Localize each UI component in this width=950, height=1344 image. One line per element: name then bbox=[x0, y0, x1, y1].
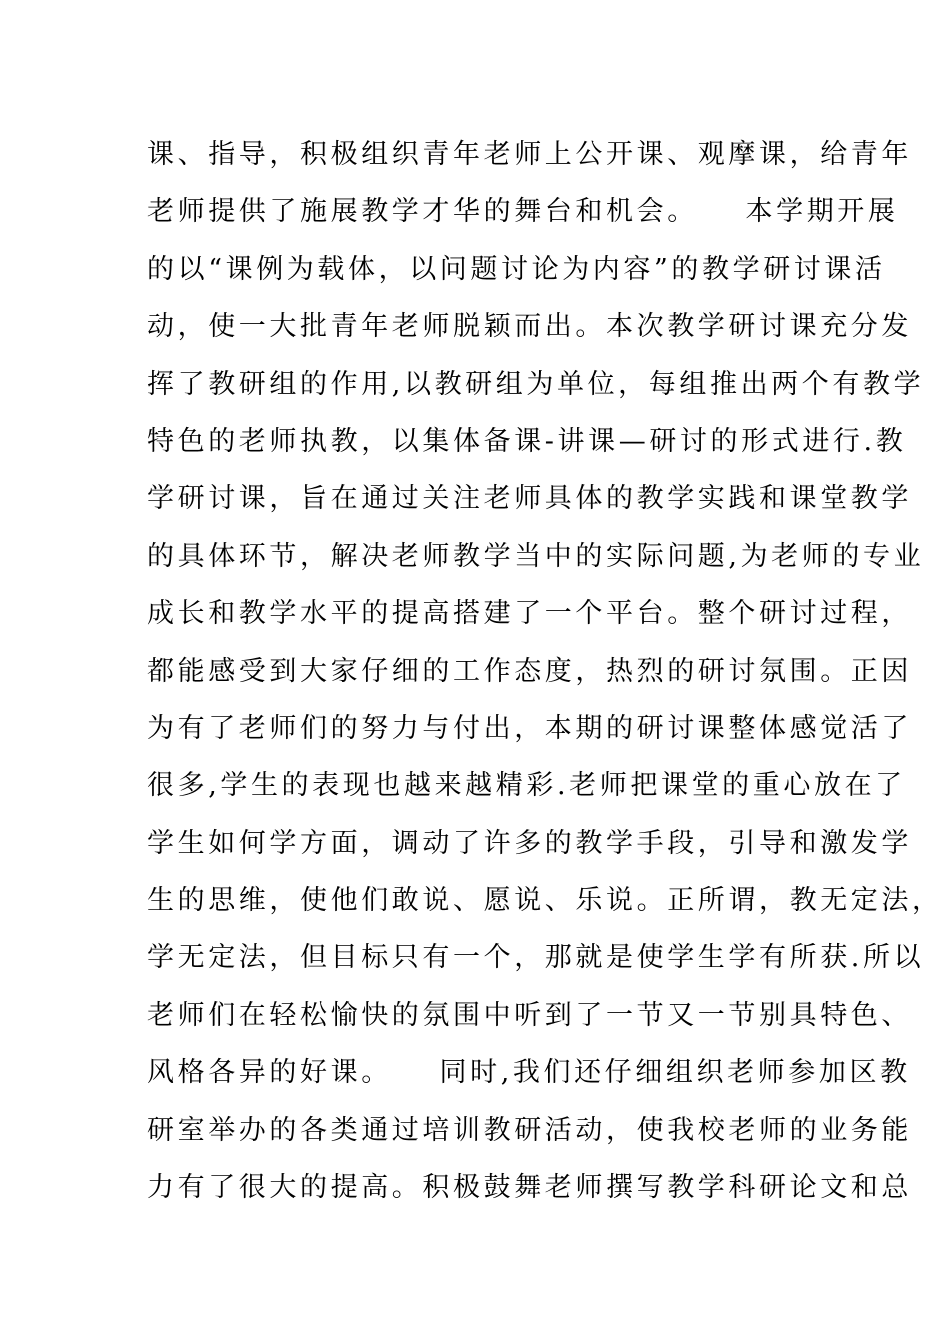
text-line: 学研讨课，旨在通过关注老师具体的教学实践和课堂教学 bbox=[147, 483, 912, 515]
text-line: 力有了很大的提高。积极鼓舞老师撰写教学科研论文和总 bbox=[147, 1172, 912, 1204]
text-line: 老师提供了施展教学才华的舞台和机会。 本学期开展 bbox=[147, 196, 899, 228]
text-line: 都能感受到大家仔细的工作态度，热烈的研讨氛围。正因 bbox=[147, 655, 912, 687]
text-line: 学无定法，但目标只有一个，那就是使学生学有所获.所以 bbox=[147, 942, 925, 974]
text-line: 的具体环节，解决老师教学当中的实际问题,为老师的专业 bbox=[147, 540, 925, 572]
text-line: 特色的老师执教，以集体备课-讲课—研讨的形式进行.教 bbox=[147, 425, 907, 457]
text-line: 老师们在轻松愉快的氛围中听到了一节又一节别具特色、 bbox=[147, 999, 912, 1031]
text-line: 研室举办的各类通过培训教研活动，使我校老师的业务能 bbox=[147, 1114, 912, 1146]
text-line: 挥了教研组的作用,以教研组为单位，每组推出两个有教学 bbox=[147, 368, 925, 400]
text-line: 风格各异的好课。 同时,我们还仔细组织老师参加区教 bbox=[147, 1057, 911, 1089]
text-line: 很多,学生的表现也越来越精彩.老师把课堂的重心放在了 bbox=[147, 770, 906, 802]
text-line: 动，使一大批青年老师脱颖而出。本次教学研讨课充分发 bbox=[147, 311, 912, 343]
text-line: 生的思维，使他们敢说、愿说、乐说。正所谓，教无定法， bbox=[147, 885, 943, 917]
text-line: 学生如何学方面，调动了许多的教学手段，引导和激发学 bbox=[147, 827, 912, 859]
text-line: 课、指导，积极组织青年老师上公开课、观摩课，给青年 bbox=[147, 139, 912, 170]
text-line: 的以“课例为载体，以问题讨论为内容”的教学研讨课活 bbox=[147, 253, 886, 285]
text-line: 为有了老师们的努力与付出，本期的研讨课整体感觉活了 bbox=[147, 712, 912, 744]
text-line: 成长和教学水平的提高搭建了一个平台。整个研讨过程， bbox=[147, 598, 912, 630]
body-text bbox=[147, 126, 943, 1216]
